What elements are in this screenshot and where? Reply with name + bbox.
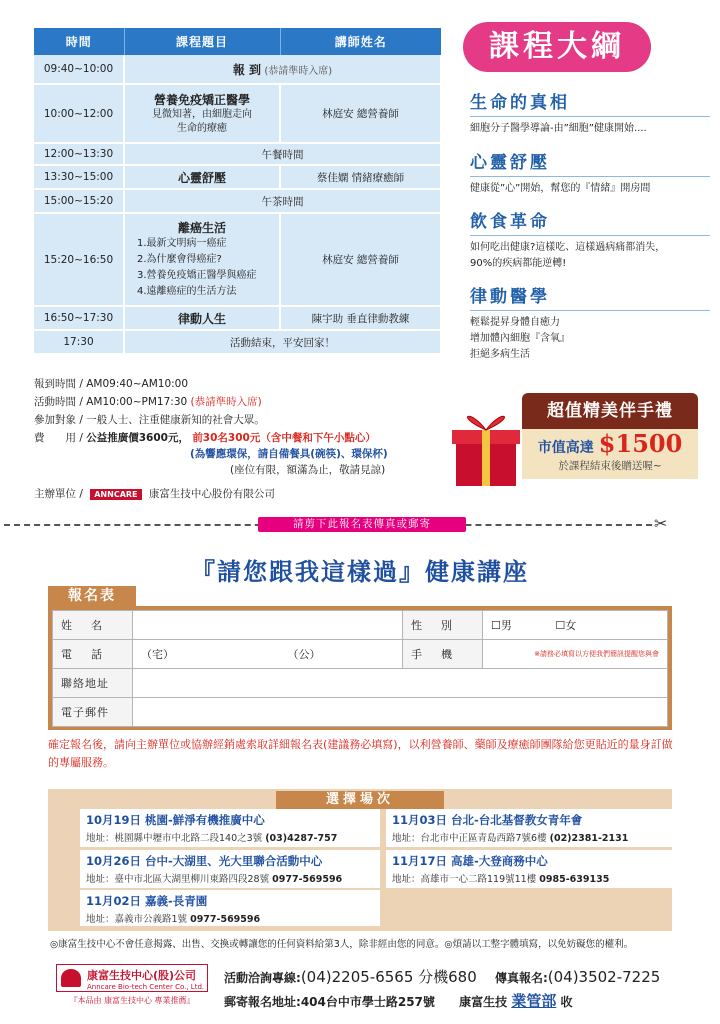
fee-limit-text: (座位有限，額滿為止，敬請見諒) — [230, 464, 386, 476]
topic-item: 4.遠離癌症的生活方法 — [137, 286, 237, 297]
topic-cell — [124, 84, 280, 143]
form-table — [52, 610, 668, 727]
event-value: AM10:00~PM17:30 — [86, 396, 188, 408]
outline-desc: 細胞分子醫學導論-由”細胞”健康開始.... — [470, 123, 647, 134]
topic-cell — [124, 165, 280, 189]
venue-tel: 0985-639135 — [539, 874, 610, 885]
venue-name: 11月02日 嘉義-長青園 — [86, 894, 208, 908]
fee-eco — [190, 446, 388, 461]
outline-block — [470, 282, 710, 363]
time-cell: 15:00~15:20 — [34, 189, 124, 213]
topic-note: (恭請準時入席) — [264, 65, 333, 77]
topic-cell — [124, 306, 280, 330]
gift-price-label: 市值高達 — [537, 440, 594, 456]
fee-promo: 前30名300元（含中餐和下午小點心） — [192, 432, 376, 444]
fax-number: (04)3502-7225 — [547, 968, 661, 986]
time-cell: 15:20~16:50 — [34, 213, 124, 306]
topic-title: 報 到 — [232, 62, 262, 77]
venue-option[interactable] — [386, 850, 672, 888]
phone-field[interactable] — [133, 640, 403, 669]
registration-form — [48, 606, 672, 730]
venue-tel: (03)4287-757 — [265, 833, 338, 844]
scissor-icon: ✂ — [654, 514, 668, 533]
venue-addr: 地址：高雄市一心二路119號11樓 — [392, 874, 537, 885]
hotline-number: (04)2205-6565 分機680 — [300, 968, 477, 986]
speaker-cell: 林庭安 總營養師 — [280, 213, 441, 306]
outline-heading: 生命的真相 — [470, 88, 710, 117]
topic-title: 離癌生活 — [177, 221, 226, 235]
topic-title: 律動人生 — [177, 311, 226, 326]
venue-tel: (02)2381-2131 — [549, 833, 629, 844]
venue-name: 11月17日 高雄-大登商務中心 — [392, 854, 548, 868]
gift-note: 於課程結束後贈送喔~ — [558, 460, 662, 472]
email-label: 電子郵件 — [53, 698, 133, 727]
topic-cell: 午餐時間 — [124, 143, 441, 165]
speaker-cell: 林庭安 總營養師 — [280, 84, 441, 143]
mobile-label: 手 機 — [403, 640, 483, 669]
email-field[interactable] — [133, 698, 668, 727]
fee-line — [34, 430, 376, 445]
outline-block — [470, 88, 710, 137]
audience-label: 參加對象 / — [34, 414, 83, 426]
topic-cell — [124, 55, 441, 84]
gender-female-checkbox[interactable]: ☐女 — [555, 619, 577, 632]
header-time: 時間 — [34, 28, 124, 55]
outline-desc-line: 增加體內細胞『含氧』 — [470, 333, 570, 344]
topic-cell — [124, 213, 280, 306]
venue-address — [86, 911, 374, 925]
audience-value: 一般人士、注重健康新知的社會大眾。 — [86, 414, 265, 426]
venue-name: 10月26日 台中-大湖里、光大里聯合活動中心 — [86, 854, 323, 868]
event-note: (恭請準時入席) — [190, 396, 262, 408]
company-tag: 『本品由 康富生技中心 專業推薦』 — [69, 996, 195, 1005]
speaker-cell: 陳宇助 垂直律動教練 — [280, 306, 441, 330]
venue-address — [392, 871, 666, 885]
hotline-label: 活動洽詢專線: — [224, 971, 301, 985]
topic-sub: 生命的療癒 — [177, 123, 227, 134]
venue-addr: 地址：臺中市北區大湖里柳川東路四段28號 — [86, 874, 270, 885]
header-speaker: 講師姓名 — [280, 28, 441, 55]
notice-text: 確定報名後，請向主辦單位或協辦經銷處索取詳細報名表(建議務必填寫)，以利營養師、藥師及療癒師團隊給您更貼近的量身訂做的專屬服務。 — [48, 738, 673, 769]
time-cell: 16:50~17:30 — [34, 306, 124, 330]
name-label: 姓 名 — [53, 611, 133, 640]
venue-title: 選擇場次 — [276, 791, 444, 809]
venue-addr: 地址：台北市中正區青島西路7號6樓 — [392, 833, 547, 844]
recipient-dept: 業管部 — [511, 992, 557, 1010]
gender-field — [483, 611, 668, 640]
privacy-note: ◎康富生技中心不會任意揭露、出售、交換或轉讓您的任何資料給第3人，除非經由您的同意。◎煩請以工整字體填寫，以免妨礙您的權利。 — [50, 939, 634, 950]
venue-section — [48, 789, 672, 931]
footer-mail — [224, 990, 573, 1011]
topic-title: 心靈舒壓 — [177, 170, 226, 185]
name-field[interactable] — [133, 611, 403, 640]
venue-address — [86, 830, 374, 844]
venue-name: 10月19日 桃園-鮮淨有機推廣中心 — [86, 813, 265, 827]
mobile-note: ※請務必填寫以方便我們簡訊提醒您與會 — [534, 650, 659, 658]
outline-desc-line: 90%的疾病都能逆轉! — [470, 258, 567, 269]
gender-male-checkbox[interactable]: ☐男 — [491, 619, 512, 632]
venue-addr: 地址：桃園縣中壢市中北路二段140之3號 — [86, 833, 263, 844]
venue-address — [392, 830, 666, 844]
outline-desc: 健康從”心”開始，幫您的『情緒』開房間 — [470, 183, 651, 194]
checkin-label: 報到時間 / — [34, 378, 83, 390]
topic-cell: 活動結束，平安回家！ — [124, 330, 441, 354]
outline-heading: 心靈舒壓 — [470, 148, 710, 177]
gift-price: $1500 — [598, 429, 683, 458]
topic-item: 2.為什麼會得癌症? — [137, 254, 222, 265]
phone-office: （公） — [287, 648, 321, 661]
venue-option[interactable] — [80, 890, 380, 926]
audience-line — [34, 412, 265, 427]
venue-addr: 地址：嘉義市公義路1號 — [86, 914, 188, 925]
event-label: 活動時間 / — [34, 396, 83, 408]
outline-heading: 飲食革命 — [470, 207, 710, 236]
form-tab: 報名表 — [48, 586, 136, 606]
phone-label: 電 話 — [53, 640, 133, 669]
footer-contact — [224, 966, 660, 987]
outline-desc-line: 輕鬆提昇身體自癒力 — [470, 317, 560, 328]
company-mark-icon — [61, 969, 81, 987]
company-logo — [56, 964, 208, 992]
venue-option[interactable] — [386, 809, 672, 847]
mail-address: 404台中市學士路257號 — [300, 995, 435, 1009]
venue-tel: 0977-569596 — [272, 874, 343, 885]
outline-desc — [470, 315, 710, 363]
recipient: 康富生技 — [459, 995, 508, 1009]
fee-eco-text: (為響應環保，請自備餐具(碗筷)、環保杯) — [190, 448, 388, 460]
outline-block — [470, 207, 710, 272]
venue-option[interactable] — [80, 850, 380, 888]
company-name-en: Anncare Bio-tech Center Co., Ltd. — [87, 983, 205, 991]
venue-option[interactable] — [80, 809, 380, 847]
fee-value: 公益推廣價3600元， — [86, 432, 189, 444]
outline-desc-line: 如何吃出健康?這樣吃、這樣過病痛都消失， — [470, 242, 666, 253]
time-cell: 13:30~15:00 — [34, 165, 124, 189]
mobile-field[interactable] — [483, 640, 668, 669]
topic-item: 3.營養免疫矯正醫學與癌症 — [137, 270, 257, 281]
cut-label: 請剪下此報名表傳真或郵寄 — [258, 517, 466, 532]
fee-limit — [230, 462, 385, 477]
topic-sub: 見微知著，由細胞走向 — [152, 109, 252, 120]
topic-item: 1.最新文明病一癌症 — [137, 238, 227, 249]
time-cell: 10:00~12:00 — [34, 84, 124, 143]
gender-label: 性 別 — [403, 611, 483, 640]
outline-heading: 律動醫學 — [470, 282, 710, 311]
venue-tel: 0977-569596 — [190, 914, 261, 925]
checkin-line — [34, 376, 188, 391]
recipient-suffix: 收 — [560, 995, 573, 1009]
company-name-cn: 康富生技中心(股)公司 — [87, 969, 197, 982]
fee-label: 費 用 / — [34, 432, 83, 444]
header-topic: 課程題目 — [124, 28, 280, 55]
time-cell: 12:00~13:30 — [34, 143, 124, 165]
form-title: 『請您跟我這樣過』健康講座 — [191, 558, 529, 586]
outline-desc — [470, 240, 710, 272]
time-cell: 17:30 — [34, 330, 124, 354]
fax-label: 傳真報名: — [494, 971, 548, 985]
address-field[interactable] — [133, 669, 668, 698]
topic-cell: 午茶時間 — [124, 189, 441, 213]
topic-title: 營養免疫矯正醫學 — [153, 93, 250, 107]
gift-panel — [522, 429, 698, 479]
sponsor-label: 主辦單位 / — [34, 488, 83, 500]
time-cell: 09:40~10:00 — [34, 55, 124, 84]
event-line — [34, 394, 262, 409]
checkin-value: AM09:40~AM10:00 — [86, 378, 189, 390]
venue-address — [86, 871, 374, 885]
outline-title: 課程大綱 — [463, 22, 651, 72]
sponsor-line — [34, 486, 275, 501]
schedule-table — [34, 28, 442, 355]
outline-block — [470, 148, 710, 197]
phone-home: （宅） — [141, 648, 174, 661]
outline-desc-line: 拒絕多病生活 — [470, 349, 530, 360]
venue-name: 11月03日 台北-台北基督教女青年會 — [392, 813, 583, 827]
speaker-cell: 蔡佳嫻 情緒療癒師 — [280, 165, 441, 189]
gift-box-icon — [448, 404, 528, 490]
mail-label: 郵寄報名地址: — [224, 995, 301, 1009]
sponsor-name: 康富生技中心股份有限公司 — [148, 488, 275, 500]
sponsor-logo: ANNCARE — [90, 489, 141, 500]
gift-banner: 超值精美伴手禮 — [522, 393, 698, 429]
address-label: 聯絡地址 — [53, 669, 133, 698]
